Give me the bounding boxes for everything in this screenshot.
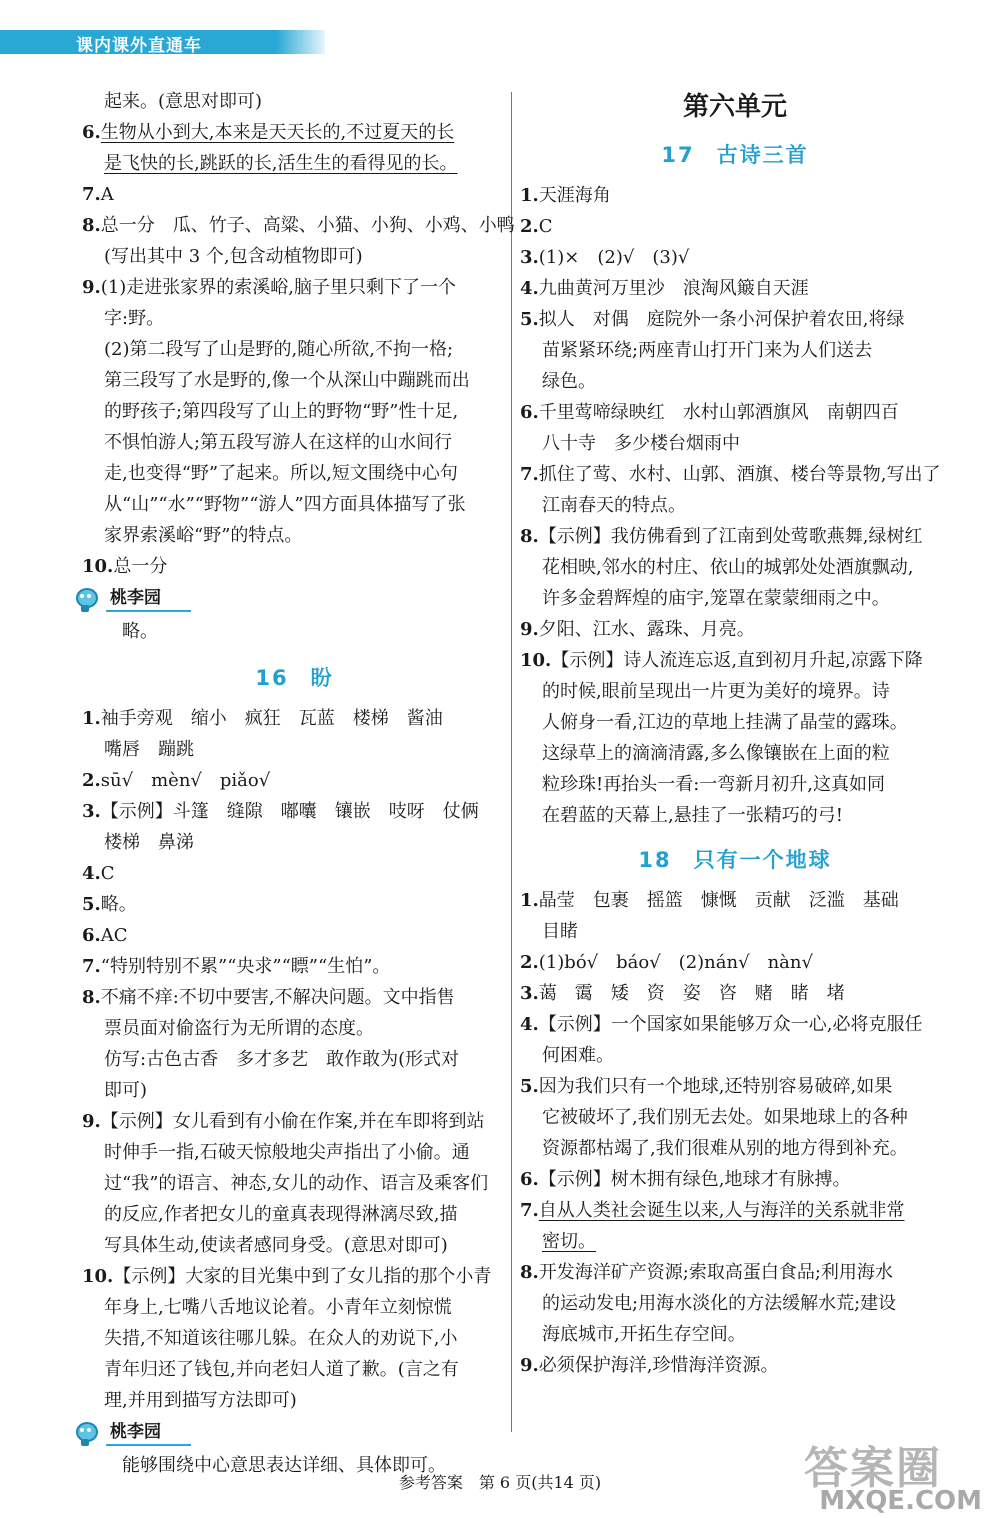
answer-text: 的时候,眼前呈现出一片更为美好的境界。诗 (542, 681, 890, 702)
answer-line (82, 148, 507, 179)
answer-line (82, 889, 507, 920)
question-number: 10. (82, 1266, 114, 1287)
answer-text: 【示例】树木拥有绿色,地球才有脉搏。 (538, 1169, 851, 1190)
answer-text: (1)bó√ báo√ (2)nán√ nàn√ (538, 952, 813, 973)
answer-text: 江南春天的特点。 (542, 495, 686, 516)
answer-line (82, 734, 507, 765)
answer-text: 总一分 (113, 556, 168, 577)
answer-line (520, 1257, 950, 1288)
answer-line (520, 180, 950, 211)
answer-line (520, 947, 950, 978)
answer-text: 【示例】斗篷 缝隙 嘟囔 镶嵌 吱呀 仗俩 (100, 801, 479, 822)
question-number: 8. (520, 1262, 539, 1283)
answer-line (520, 1288, 950, 1319)
answer-line (520, 211, 950, 242)
answer-line (520, 242, 950, 273)
answer-text: 自从人类社会诞生以来,人与海洋的关系就非常 (538, 1200, 905, 1221)
answer-line (520, 1071, 950, 1102)
answer-text: 粒珍珠!再抬头一看:一弯新月初升,这真如同 (542, 774, 886, 795)
answer-line (82, 765, 507, 796)
question-number: 7. (82, 956, 101, 977)
answer-text: sū√ mèn√ piǎo√ (100, 770, 271, 791)
answer-line (520, 304, 950, 335)
question-number: 6. (520, 1169, 539, 1190)
question-number: 7. (520, 464, 539, 485)
answer-text: 略。 (122, 621, 158, 642)
answer-text: 票员面对偷盗行为无所谓的态度。 (104, 1018, 374, 1039)
answer-text: 楼梯 鼻涕 (104, 832, 194, 853)
answer-text: 略。 (100, 894, 137, 915)
header-title: 课内课外直通车 (76, 36, 202, 56)
answer-line (520, 1319, 950, 1350)
question-number: 1. (520, 890, 539, 911)
question-number: 6. (82, 122, 101, 143)
taoliyuan-label: 桃李园 (106, 1420, 191, 1446)
taoliyuan-label: 桃李园 (106, 586, 191, 612)
answer-line (520, 552, 950, 583)
answer-line (520, 885, 950, 916)
answer-block (82, 86, 515, 582)
question-number: 5. (520, 1076, 539, 1097)
answer-text: 时伸手一指,石破天惊般地尖声指出了小偷。通 (104, 1142, 470, 1163)
answer-line (520, 583, 950, 614)
question-number: 2. (520, 952, 539, 973)
answer-line (82, 210, 515, 241)
answer-line (520, 459, 950, 490)
answer-line (82, 796, 507, 827)
answer-text: 年身上,七嘴八舌地议论着。小青年立刻惊慌 (104, 1297, 452, 1318)
answer-text: 开发海洋矿产资源;索取高蛋白食品;利用海水 (538, 1262, 893, 1283)
answer-line (82, 1230, 507, 1261)
answer-line (520, 366, 950, 397)
answer-text: 苗紧紧环绕;两座青山打开门来为人们送去 (542, 340, 873, 361)
answer-text: 千里莺啼绿映红 水村山郭酒旗风 南朝四百 (538, 402, 899, 423)
answer-line (82, 458, 507, 489)
lesson-number: 16 (255, 666, 289, 690)
answer-line (82, 982, 507, 1013)
answer-line (82, 365, 507, 396)
answer-text: 目睹 (542, 921, 578, 942)
question-number: 6. (520, 402, 539, 423)
question-number: 2. (82, 770, 101, 791)
answer-text: 蔼 霭 矮 资 姿 咨 赌 睹 堵 (538, 983, 845, 1004)
answer-text: 从“山”“水”“野物”“游人”四方面具体描写了张 (104, 494, 466, 515)
question-number: 9. (82, 1111, 101, 1132)
watermark-logo: 答案圈 (804, 1443, 942, 1494)
question-number: 9. (82, 277, 101, 298)
answer-text: 绿色。 (542, 371, 596, 392)
answer-line (520, 1226, 950, 1257)
answer-line (520, 1040, 950, 1071)
question-number: 5. (520, 309, 539, 330)
watermark-url: MXQE.COM (819, 1486, 982, 1516)
answer-text: 青年归还了钱包,并向老妇人道了歉。(言之有 (104, 1359, 459, 1380)
answer-line (82, 241, 507, 272)
question-number: 4. (520, 1014, 539, 1035)
answer-text: 【示例】一个国家如果能够万众一心,必将克服任 (538, 1014, 923, 1035)
answer-line (520, 707, 950, 738)
answer-text: 的野孩子;第四段写了山上的野物“野”性十足, (104, 401, 459, 422)
answer-text: 许多金碧辉煌的庙宇,笼罩在蒙蒙细雨之中。 (542, 588, 890, 609)
question-number: 2. (520, 216, 539, 237)
answer-line (82, 1137, 507, 1168)
answer-line (82, 520, 507, 551)
answer-line (520, 978, 950, 1009)
answer-line (82, 179, 507, 210)
answer-text: 晶莹 包裹 摇篮 慷慨 贡献 泛滥 基础 (538, 890, 899, 911)
answer-line (82, 951, 507, 982)
answer-text: 过“我”的语言、神态,女儿的动作、语言及乘客们 (104, 1173, 489, 1194)
answer-line (82, 827, 507, 858)
mascot-icon (72, 586, 98, 612)
answer-line (520, 1350, 950, 1381)
answer-text: 【示例】我仿佛看到了江南到处莺歌燕舞,绿树红 (538, 526, 923, 547)
question-number: 3. (520, 247, 539, 268)
answer-line (520, 521, 950, 552)
answer-line (82, 334, 507, 365)
lesson-title: 只有一个地球 (693, 848, 832, 872)
question-number: 9. (520, 1355, 539, 1376)
taoliyuan-heading (72, 1416, 507, 1450)
answer-text: 生物从小到大,本来是天天长的,不过夏天的长 (100, 122, 455, 143)
answer-line (82, 1323, 507, 1354)
answer-text: 理,并用到描写方法即可) (104, 1390, 297, 1411)
answer-text: (写出其中 3 个,包含动植物即可) (104, 246, 363, 267)
taoliyuan-heading (72, 582, 507, 616)
answer-text: 密切。 (542, 1231, 596, 1252)
lesson-heading (520, 130, 950, 180)
answer-text: 仿写:古色古香 多才多艺 敢作敢为(形式对 (104, 1049, 460, 1070)
answer-text: 总一分 瓜、竹子、高粱、小猫、小狗、小鸡、小鸭 (100, 215, 515, 236)
answer-line (82, 1075, 507, 1106)
answer-line (520, 676, 950, 707)
answer-line (520, 1102, 950, 1133)
question-number: 3. (82, 801, 101, 822)
answer-text: C (538, 216, 553, 237)
answer-text: 失措,不知道该往哪儿躲。在众人的劝说下,小 (104, 1328, 458, 1349)
lesson-title: 古诗三首 (716, 143, 809, 167)
question-number: 3. (520, 983, 539, 1004)
answer-text: 第三段写了水是野的,像一个从深山中蹦跳而出 (104, 370, 470, 391)
answer-line (520, 916, 950, 947)
answer-text: 的反应,作者把女儿的童真表现得淋漓尽致,描 (104, 1204, 458, 1225)
answer-block (520, 885, 950, 1381)
answer-line (82, 551, 507, 582)
answer-line (520, 1009, 950, 1040)
answer-line (520, 769, 950, 800)
right-column (520, 86, 950, 1381)
lesson-heading (82, 653, 507, 703)
answer-line (82, 427, 507, 458)
answer-text: 是飞快的长,跳跃的长,活生生的看得见的长。 (104, 153, 458, 174)
answer-line (520, 273, 950, 304)
mascot-icon (72, 1420, 98, 1446)
answer-text: 即可) (104, 1080, 148, 1101)
answer-line (82, 1013, 507, 1044)
answer-text: 的运动发电;用海水淡化的方法缓解水荒;建设 (542, 1293, 897, 1314)
answer-text: 【示例】诗人流连忘返,直到初月升起,凉露下降 (551, 650, 923, 671)
answer-line (82, 272, 507, 303)
answer-line (520, 397, 950, 428)
answer-line (520, 738, 950, 769)
answer-text: 【示例】大家的目光集中到了女儿指的那个小青 (113, 1266, 492, 1287)
question-number: 1. (82, 708, 101, 729)
answer-text: 八十寺 多少楼台烟雨中 (542, 433, 740, 454)
answer-text: 不惧怕游人;第五段写游人在这样的山水间行 (104, 432, 453, 453)
answer-text: 能够围绕中心意思表达详细、具体即可。 (122, 1455, 446, 1476)
answer-line (520, 614, 950, 645)
question-number: 8. (520, 526, 539, 547)
answer-text: 必须保护海洋,珍惜海洋资源。 (538, 1355, 779, 1376)
answer-line (520, 645, 950, 676)
answer-text: (1)走进张家界的索溪峪,脑子里只剩下了一个 (100, 277, 457, 298)
lesson-heading (520, 835, 950, 885)
question-number: 8. (82, 215, 101, 236)
left-column (82, 86, 515, 1481)
answer-text: 抓住了莺、水村、山郭、酒旗、楼台等景物,写出了 (538, 464, 941, 485)
answer-text: 资源都枯竭了,我们很难从别的地方得到补充。 (542, 1138, 908, 1159)
answer-block (82, 703, 507, 1416)
answer-line (82, 489, 507, 520)
answer-line (82, 396, 507, 427)
answer-line (82, 1106, 507, 1137)
answer-line (82, 1385, 507, 1416)
answer-text: 起来。(意思对即可) (104, 91, 263, 112)
answer-text: 拟人 对偶 庭院外一条小河保护着农田,将绿 (538, 309, 905, 330)
answer-line (82, 703, 507, 734)
answer-text: 不痛不痒:不切中要害,不解决问题。文中指售 (100, 987, 455, 1008)
answer-text: 夕阳、江水、露珠、月亮。 (538, 619, 755, 640)
question-number: 1. (520, 185, 539, 206)
answer-line (82, 1168, 507, 1199)
lesson-number: 18 (638, 848, 672, 872)
lesson-number: 17 (661, 143, 695, 167)
answer-text: (1)× (2)√ (3)√ (538, 247, 690, 268)
answer-text: A (100, 184, 114, 205)
answer-line (520, 490, 950, 521)
answer-text: AC (100, 925, 128, 946)
answer-text: “特别特别不累”“央求”“瞟”“生怕”。 (100, 956, 391, 977)
answer-text: 走,也变得“野”了起来。所以,短文围绕中心句 (104, 463, 458, 484)
question-number: 9. (520, 619, 539, 640)
answer-text: 袖手旁观 缩小 疯狂 瓦蓝 楼梯 酱油 (100, 708, 443, 729)
question-number: 6. (82, 925, 101, 946)
question-number: 10. (520, 650, 552, 671)
column-divider (511, 92, 512, 1432)
answer-text: 家界索溪峪“野”的特点。 (104, 525, 303, 546)
answer-line (520, 1164, 950, 1195)
answer-text: 写具体生动,使读者感同身受。(意思对即可) (104, 1235, 448, 1256)
answer-line (82, 303, 507, 334)
question-number: 7. (82, 184, 101, 205)
answer-text: 天涯海角 (538, 185, 611, 206)
question-number: 7. (520, 1200, 539, 1221)
question-number: 8. (82, 987, 101, 1008)
answer-text: C (100, 863, 115, 884)
answer-line (520, 1133, 950, 1164)
answer-line (520, 1195, 950, 1226)
answer-line (82, 1292, 507, 1323)
answer-text: 在碧蓝的天幕上,悬挂了一张精巧的弓! (542, 805, 843, 826)
answer-text: 嘴唇 蹦跳 (104, 739, 194, 760)
page-footer: 参考答案 第 6 页(共14 页) (398, 1473, 602, 1492)
answer-line (82, 1199, 507, 1230)
lesson-title: 盼 (310, 666, 334, 690)
answer-line (82, 1044, 507, 1075)
answer-text: 因为我们只有一个地球,还特别容易破碎,如果 (538, 1076, 893, 1097)
answer-line (82, 858, 507, 889)
answer-text: 【示例】女儿看到有小偷在作案,并在车即将到站 (100, 1111, 485, 1132)
unit-title: 第六单元 (682, 92, 787, 122)
answer-text: 海底城市,开拓生存空间。 (542, 1324, 746, 1345)
answer-line (82, 117, 507, 148)
question-number: 10. (82, 556, 114, 577)
watermark (782, 1432, 982, 1516)
answer-line (520, 335, 950, 366)
question-number: 5. (82, 894, 101, 915)
answer-line (82, 920, 507, 951)
answer-line (520, 800, 950, 831)
answer-text: 何困难。 (542, 1045, 614, 1066)
answer-text: 字:野。 (104, 308, 165, 329)
answer-line (82, 1261, 507, 1292)
question-number: 4. (82, 863, 101, 884)
answer-line (82, 86, 507, 117)
answer-line (82, 1354, 507, 1385)
answer-text: 花相映,邻水的村庄、依山的城郭处处酒旗飘动, (542, 557, 914, 578)
answer-text: 这绿草上的滴滴清露,多么像镶嵌在上面的粒 (542, 743, 890, 764)
answer-text: 九曲黄河万里沙 浪淘风簸自天涯 (538, 278, 809, 299)
answer-text: 人俯身一看,江边的草地上挂满了晶莹的露珠。 (542, 712, 908, 733)
answer-text: 它被破坏了,我们别无去处。如果地球上的各种 (542, 1107, 908, 1128)
answer-text: (2)第二段写了山是野的,随心所欲,不拘一格; (104, 339, 454, 360)
question-number: 4. (520, 278, 539, 299)
answer-block (520, 180, 950, 831)
answer-line (520, 428, 950, 459)
